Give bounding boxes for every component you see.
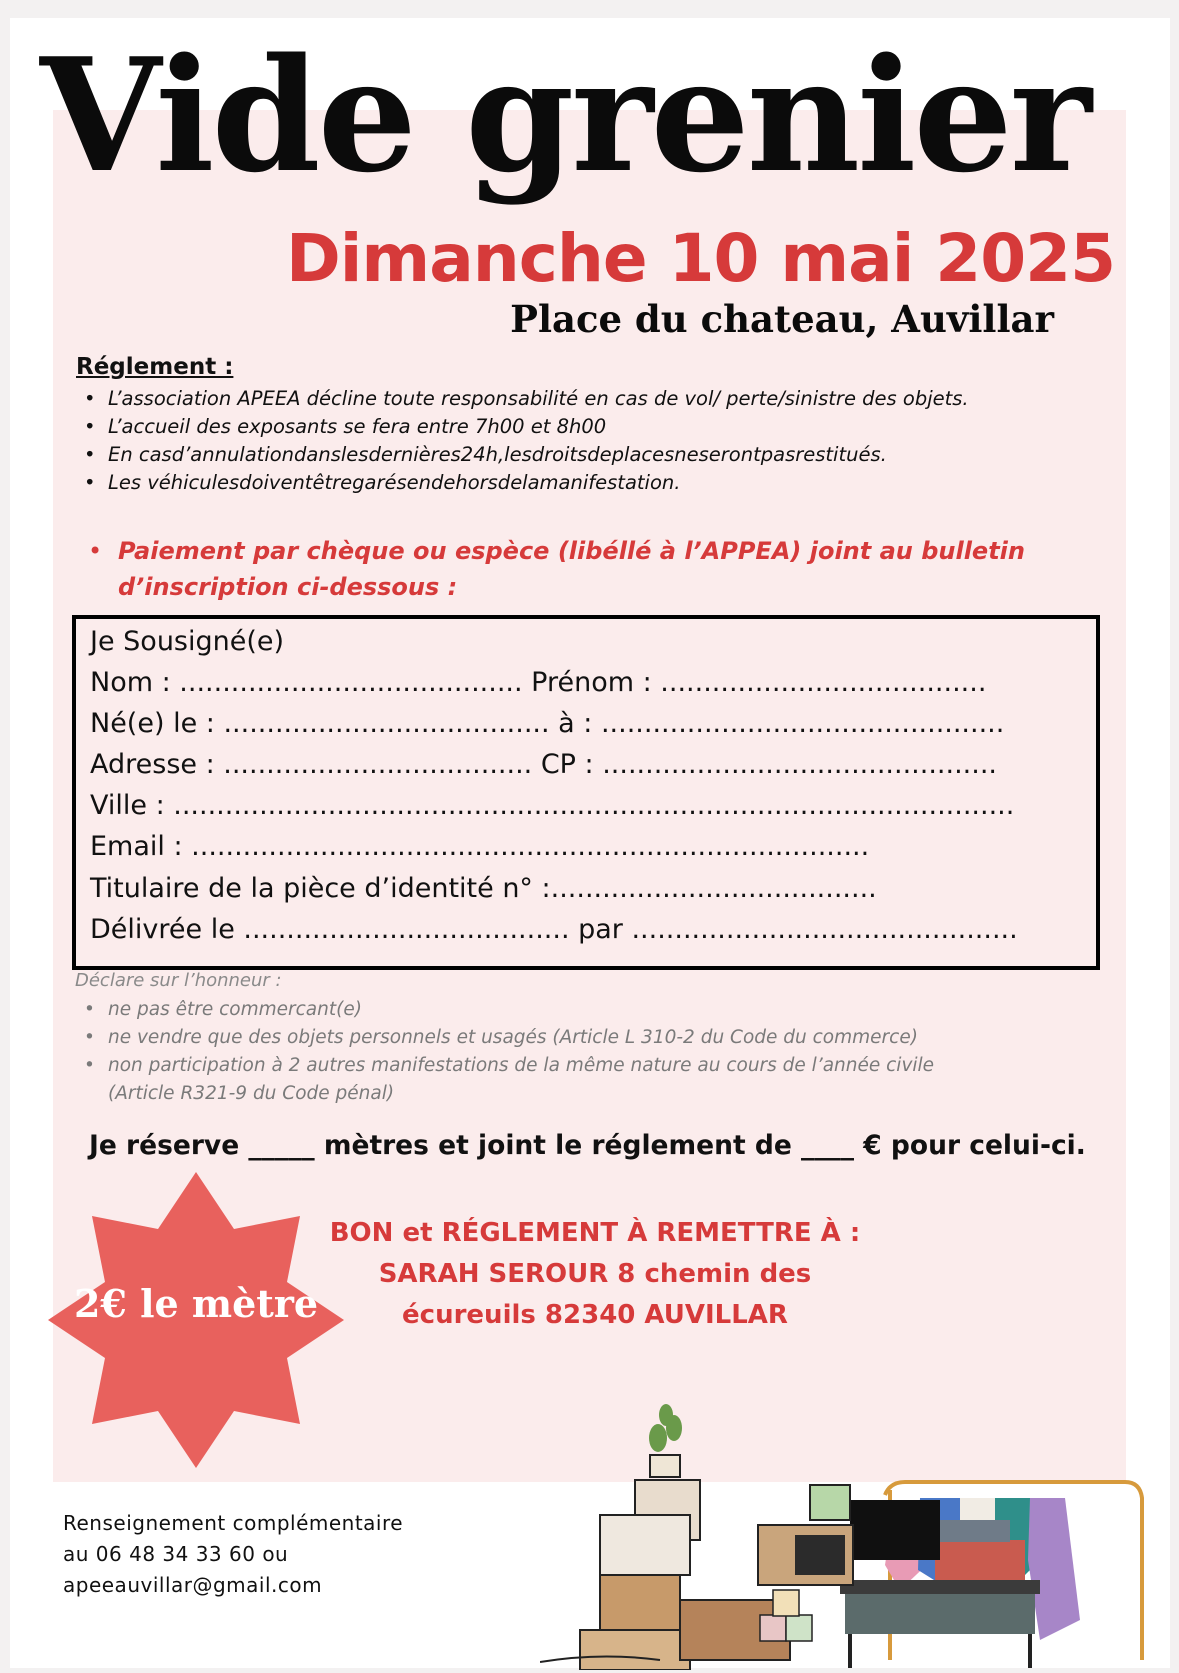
declaration-item-continuation — [84, 1080, 1104, 1108]
declaration-item: • non participation à 2 autres manifestations de la même nature au cours de l’année civile — [84, 1052, 1104, 1080]
flyer-title: Vide grenier — [40, 24, 1089, 207]
declaration-item-continuation-text: (Article R321-9 du Code pénal) — [108, 1083, 395, 1104]
send-to-line: SARAH SEROUR 8 chemin des — [378, 1259, 812, 1289]
declaration-list — [84, 996, 1104, 1108]
declaration-item: • ne vendre que des objets personnels et usagés (Article L 310-2 du Code du commerce) — [84, 1024, 1104, 1052]
form-row-undersigned: Je Sousigné(e) — [90, 626, 285, 657]
plant-icon — [649, 1404, 682, 1477]
table-icon — [840, 1500, 1040, 1668]
event-date: Dimanche 10 mai 2025 — [286, 220, 1115, 297]
price-badge-text: 2€ le mètre — [73, 1281, 319, 1326]
declaration-item: • ne pas être commercant(e) — [84, 996, 1104, 1024]
toy-blocks-icon — [760, 1590, 812, 1641]
flea-market-illustration — [540, 1390, 1160, 1670]
rule-item: • L’accueil des exposants se fera entre 7h00 et 8h00 — [84, 413, 1104, 441]
rule-item: • L’association APEEA décline toute responsabilité en cas de vol/ perte/sinistre des objets. — [84, 385, 1104, 413]
contact-line: Renseignement complémentaire — [63, 1511, 404, 1535]
send-to-line: écureuils 82340 AUVILLAR — [402, 1300, 788, 1330]
rule-item: • Les véhiculesdoiventêtregarésendehorsdelamanifestation. — [84, 469, 1104, 497]
contact-line: au 06 48 34 33 60 ou — [63, 1542, 289, 1566]
rules-list — [84, 385, 1104, 497]
form-row-id-number[interactable]: Titulaire de la pièce d’identité n° :...................................... — [90, 873, 877, 904]
reservation-line[interactable]: Je réserve _____ mètres et joint le réglement de ____ € pour celui-ci. — [89, 1130, 1086, 1161]
payment-line-1: Paiement par chèque ou espèce (libéllé à l’APPEA) joint au bulletin — [118, 537, 1025, 565]
send-to-line: BON et RÉGLEMENT À REMETTRE À : — [329, 1218, 861, 1248]
form-row-city[interactable]: Ville : .................................................................................................. — [90, 790, 1015, 821]
form-row-issued[interactable]: Délivrée le ...................................... par ............................................. — [90, 914, 1018, 945]
payment-bullet: • — [88, 537, 103, 565]
registration-form — [72, 615, 1100, 970]
rules-heading: Réglement : — [76, 354, 234, 380]
contact-email[interactable]: apeeauvillar@gmail.com — [63, 1573, 323, 1597]
event-place: Place du chateau, Auvillar — [510, 297, 1054, 341]
cabinet-icon — [758, 1485, 853, 1585]
payment-line-2: d’inscription ci-dessous : — [118, 573, 458, 601]
contact-info — [63, 1508, 403, 1601]
form-row-address[interactable]: Adresse : .................................... CP : .............................................. — [90, 749, 998, 780]
declaration-heading: Déclare sur l’honneur : — [75, 970, 282, 991]
form-row-name[interactable]: Nom : ........................................ Prénom : ...................................... — [90, 667, 987, 698]
form-row-email[interactable]: Email : ............................................................................... — [90, 831, 870, 862]
form-row-birth[interactable]: Né(e) le : ...................................... à : ............................................... — [90, 708, 1005, 739]
send-to-block — [300, 1213, 890, 1336]
rule-item: • En casd’annulationdanslesdernières24h,lesdroitsdeplacesneserontpasrestitués. — [84, 441, 1104, 469]
